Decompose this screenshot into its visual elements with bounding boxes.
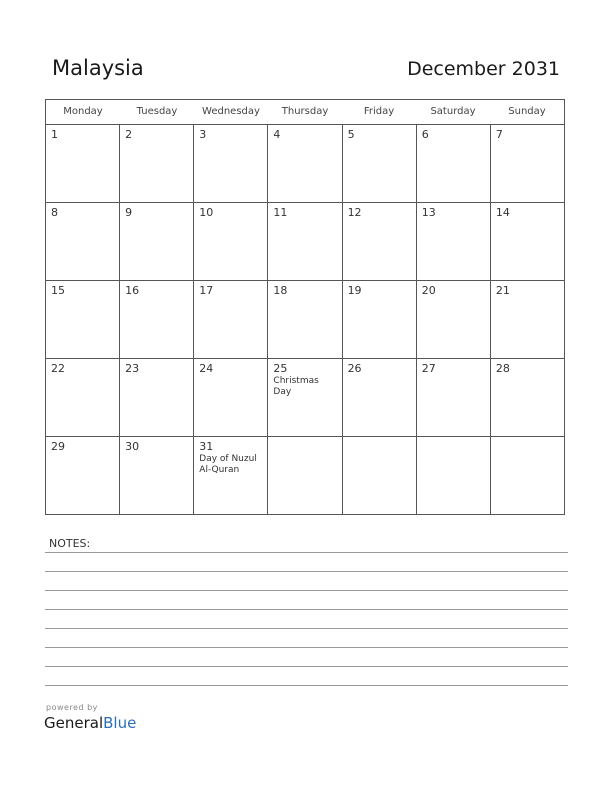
day-number: 31 [199, 440, 214, 453]
day-cell [417, 125, 491, 202]
note-line [45, 666, 568, 667]
day-number: 21 [495, 284, 510, 297]
day-cell [343, 125, 417, 202]
day-number: 7 [495, 128, 503, 141]
day-cell [46, 125, 120, 202]
day-cell [120, 281, 194, 358]
day-cell [343, 203, 417, 280]
day-number: 8 [51, 206, 58, 219]
day-cell [194, 437, 268, 514]
day-number: 9 [125, 206, 133, 219]
weekday-tuesday: Tuesday [136, 106, 178, 117]
weekday-header-row [46, 100, 564, 125]
country-title: Malaysia [52, 56, 144, 80]
holiday-label: Christmas Day [273, 376, 319, 397]
brand-general: General [44, 714, 104, 732]
day-number: 3 [199, 128, 207, 141]
day-cell [120, 359, 194, 436]
day-number: 26 [347, 362, 362, 375]
day-number: 23 [125, 362, 140, 375]
weekday-friday: Friday [363, 106, 395, 117]
week-row [46, 125, 564, 203]
day-number: 2 [125, 128, 133, 141]
week-row [46, 281, 564, 359]
day-number: 1 [51, 128, 58, 141]
day-number: 13 [421, 206, 436, 219]
notes-label: NOTES: [49, 537, 91, 550]
note-line [45, 647, 568, 648]
calendar-grid [45, 99, 565, 515]
month-title: December 2031 [407, 58, 560, 80]
day-cell [343, 281, 417, 358]
day-cell [194, 359, 268, 436]
day-number: 15 [51, 284, 65, 297]
weekday-sunday: Sunday [508, 106, 546, 117]
brand-logo [44, 703, 136, 732]
day-number: 19 [347, 284, 362, 297]
day-cell [46, 359, 120, 436]
day-cell [120, 203, 194, 280]
day-number: 20 [421, 284, 436, 297]
day-number: 28 [495, 362, 510, 375]
day-cell [491, 437, 564, 514]
day-cell [417, 281, 491, 358]
note-line [45, 685, 568, 686]
day-cell [120, 437, 194, 514]
day-number: 30 [125, 440, 140, 453]
weekday-wednesday: Wednesday [202, 106, 260, 117]
day-number: 29 [51, 440, 65, 453]
week-row [46, 359, 564, 437]
day-cell [343, 359, 417, 436]
day-number: 14 [495, 206, 510, 219]
brand-name [44, 714, 136, 732]
day-cell [194, 281, 268, 358]
day-cell [417, 203, 491, 280]
day-cell [268, 203, 342, 280]
day-cell [491, 125, 564, 202]
day-cell [491, 203, 564, 280]
day-number: 16 [125, 284, 140, 297]
day-cell [46, 281, 120, 358]
day-cell [268, 437, 342, 514]
day-number: 12 [347, 206, 362, 219]
weekday-thursday: Thursday [281, 106, 329, 117]
day-number: 6 [421, 128, 429, 141]
day-cell [194, 203, 268, 280]
day-number: 24 [199, 362, 214, 375]
day-number: 4 [273, 128, 281, 141]
day-cell [46, 437, 120, 514]
day-number: 17 [199, 284, 214, 297]
day-cell [491, 359, 564, 436]
day-cell [491, 281, 564, 358]
day-cell [268, 125, 342, 202]
day-number: 10 [199, 206, 214, 219]
day-cell [417, 359, 491, 436]
weekday-monday: Monday [63, 106, 103, 117]
note-line [45, 552, 568, 553]
day-number: 11 [273, 206, 288, 219]
weekday-saturday: Saturday [430, 106, 476, 117]
note-line [45, 628, 568, 629]
brand-blue: Blue [103, 714, 137, 732]
day-cell [417, 437, 491, 514]
day-number: 27 [421, 362, 436, 375]
day-cell [343, 437, 417, 514]
day-cell [120, 125, 194, 202]
day-cell [268, 281, 342, 358]
week-row [46, 437, 564, 514]
day-cell [194, 125, 268, 202]
week-row [46, 203, 564, 281]
holiday-label: Day of Nuzul Al-Quran [199, 454, 257, 475]
day-number: 22 [51, 362, 65, 375]
note-line [45, 571, 568, 572]
powered-by-text: powered by [46, 703, 98, 712]
day-number: 25 [273, 362, 288, 375]
day-cell [268, 359, 342, 436]
note-line [45, 609, 568, 610]
note-line [45, 590, 568, 591]
day-number: 18 [273, 284, 288, 297]
day-number: 5 [347, 128, 355, 141]
day-cell [46, 203, 120, 280]
